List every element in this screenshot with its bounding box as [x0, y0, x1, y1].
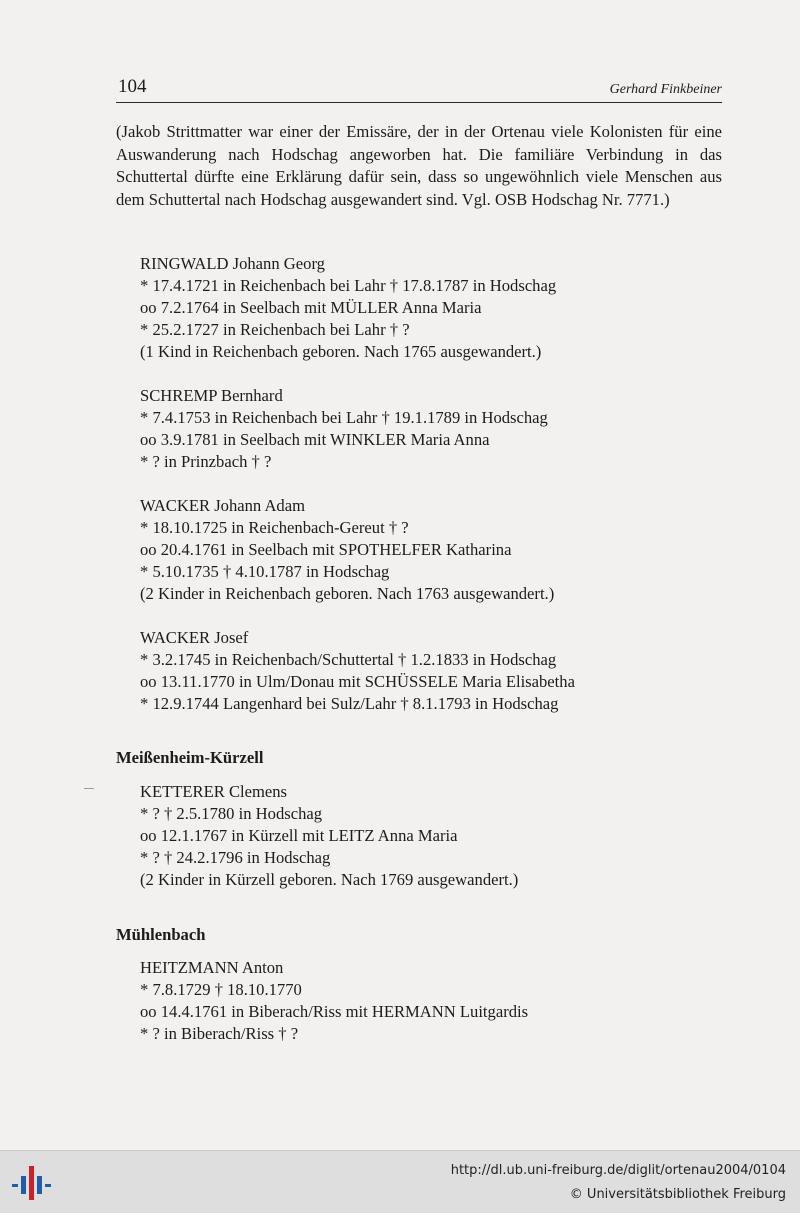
entry-line: (2 Kinder in Reichenbach geboren. Nach 1763 ausgewandert.) — [140, 584, 555, 603]
entry-line: * 7.4.1753 in Reichenbach bei Lahr † 19.1.1789 in Hodschag — [140, 408, 548, 427]
permalink-url[interactable]: http://dl.ub.uni-freiburg.de/diglit/ortenau2004/0104 — [450, 1163, 786, 1178]
entry-line: oo 13.11.1770 in Ulm/Donau mit SCHÜSSELE Maria Elisabetha — [140, 672, 575, 691]
section-heading: Meißenheim-Kürzell — [116, 748, 264, 767]
entry-line: * 18.10.1725 in Reichenbach-Gereut † ? — [140, 518, 409, 537]
entry-line: (2 Kinder in Kürzell geboren. Nach 1769 ausgewandert.) — [140, 870, 519, 889]
entry-line: * ? † 24.2.1796 in Hodschag — [140, 848, 331, 867]
entry-line: * ? in Prinzbach † ? — [140, 452, 272, 471]
entry-line: * 17.4.1721 in Reichenbach bei Lahr † 17.8.1787 in Hodschag — [140, 276, 557, 295]
entry-line: oo 12.1.1767 in Kürzell mit LEITZ Anna Maria — [140, 826, 458, 845]
entry-name: KETTERER Clemens — [140, 782, 288, 801]
entry-line: * ? † 2.5.1780 in Hodschag — [140, 804, 323, 823]
page-header — [116, 74, 722, 103]
running-head-author: Gerhard Finkbeiner — [609, 82, 722, 97]
page-number: 104 — [118, 76, 147, 97]
section-heading: Mühlenbach — [116, 925, 206, 944]
entry-line: oo 3.9.1781 in Seelbach mit WINKLER Maria Anna — [140, 430, 490, 449]
entry-line: * 25.2.1727 in Reichenbach bei Lahr † ? — [140, 320, 410, 339]
entry-line: oo 20.4.1761 in Seelbach mit SPOTHELFER Katharina — [140, 540, 512, 559]
entry-name: WACKER Josef — [140, 628, 249, 647]
entry-line: * 5.10.1735 † 4.10.1787 in Hodschag — [140, 562, 390, 581]
intro-paragraph: (Jakob Strittmatter war einer der Emissäre, der in der Ortenau viele Kolonisten für eine Auswanderung nach Hodschag angeworben hat. Die familiäre Verbindung in das Schuttertal dürfte eine Erklärung dafür sein, dass so ungewöhnlich viele Menschen aus dem Schuttertal nach Hodschag ausgewandert sind. Vgl. OSB Hodschag Nr. 7771.) — [116, 122, 722, 209]
margin-mark — [84, 788, 94, 789]
copyright-notice: © Universitätsbibliothek Freiburg — [569, 1187, 786, 1202]
viewer-footer — [0, 1150, 800, 1213]
entry-line: * 12.9.1744 Langenhard bei Sulz/Lahr † 8.1.1793 in Hodschag — [140, 694, 559, 713]
ub-freiburg-logo-icon — [12, 1166, 52, 1200]
entry-line: oo 7.2.1764 in Seelbach mit MÜLLER Anna Maria — [140, 298, 482, 317]
entry-line: * 3.2.1745 in Reichenbach/Schuttertal † 1.2.1833 in Hodschag — [140, 650, 557, 669]
entry-line: (1 Kind in Reichenbach geboren. Nach 1765 ausgewandert.) — [140, 342, 542, 361]
entry-name: RINGWALD Johann Georg — [140, 254, 325, 273]
entry-name: WACKER Johann Adam — [140, 496, 306, 515]
entry-line: * ? in Biberach/Riss † ? — [140, 1024, 299, 1043]
entry-line: * 7.8.1729 † 18.10.1770 — [140, 980, 302, 999]
entry-line: oo 14.4.1761 in Biberach/Riss mit HERMANN Luitgardis — [140, 1002, 529, 1021]
entry-name: HEITZMANN Anton — [140, 958, 284, 977]
entry-name: SCHREMP Bernhard — [140, 386, 283, 405]
